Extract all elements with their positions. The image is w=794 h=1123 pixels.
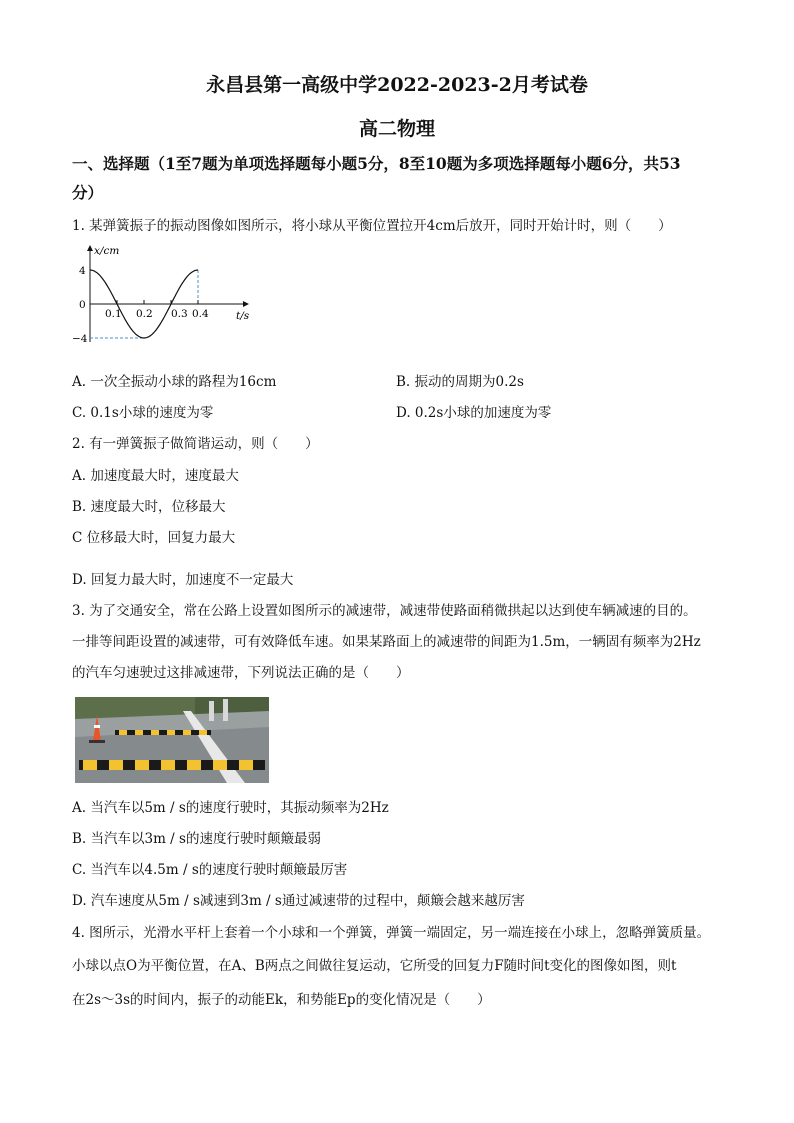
q2-option-b: B. 速度最大时，位移最大 xyxy=(72,499,226,515)
question-3-stem-line1: 3. 为了交通安全，常在公路上设置如图所示的减速带，减速带使路面稍微拱起以达到使车辆减速的目的。 xyxy=(72,603,697,619)
y-tick-0: 0 xyxy=(79,299,86,311)
x-tick-0.1: 0.1 xyxy=(105,308,122,320)
x-tick-0.2: 0.2 xyxy=(136,308,153,320)
q2-option-c: C 位移最大时，回复力最大 xyxy=(72,530,236,546)
q3-option-b: B. 当汽车以3m / s的速度行驶时颠簸最弱 xyxy=(72,831,321,847)
question-2-stem: 2. 有一弹簧振子做简谐运动，则（ ） xyxy=(72,436,319,452)
q1-option-b: B. 振动的周期为0.2s xyxy=(396,374,524,390)
speed-bump-photo xyxy=(75,697,269,783)
x-tick-0.4: 0.4 xyxy=(192,308,209,320)
q1-option-d: D. 0.2s小球的加速度为零 xyxy=(396,405,552,421)
far-speed-bump xyxy=(115,730,211,735)
question-3-stem-line2: 一排等间距设置的减速带，可有效降低车速。如果某路面上的减速带的间距为1.5m，一辆固有频率为2Hz xyxy=(72,634,701,650)
q3-option-c: C. 当汽车以4.5m / s的速度行驶时颠簸最厉害 xyxy=(72,862,348,878)
q3-option-a: A. 当汽车以5m / s的速度行驶时，其振动频率为2Hz xyxy=(72,800,389,816)
y-tick-neg4: −4 xyxy=(72,333,88,345)
page-title: 永昌县第一高级中学2022-2023-2月考试卷 xyxy=(206,74,588,96)
y-tick-4: 4 xyxy=(79,265,86,277)
question-4-stem-line3: 在2s～3s的时间内，振子的动能Ek，和势能Ep的变化情况是（ ） xyxy=(72,992,491,1008)
question-3-stem-line3: 的汽车匀速驶过这排减速带，下列说法正确的是（ ） xyxy=(72,665,410,681)
y-axis-label: x/cm xyxy=(94,245,120,257)
section-heading-line2: 分） xyxy=(72,183,104,202)
q1-option-c: C. 0.1s小球的速度为零 xyxy=(72,405,214,421)
q3-option-d: D. 汽车速度从5m / s减速到3m / s通过减速带的过程中，颠簸会越来越厉害 xyxy=(72,893,525,909)
section-heading-line1: 一、选择题（1至7题为单项选择题每小题5分，8至10题为多项选择题每小题6分，共53 xyxy=(72,154,681,173)
near-speed-bump xyxy=(79,760,265,770)
q2-option-a: A. 加速度最大时，速度最大 xyxy=(72,468,239,484)
x-tick-0.3: 0.3 xyxy=(171,308,188,320)
x-axis-label: t/s xyxy=(236,310,250,322)
q2-option-d: D. 回复力最大时，加速度不一定最大 xyxy=(72,572,294,588)
page-subtitle: 高二物理 xyxy=(358,118,435,140)
question-4-stem-line2: 小球以点O为平衡位置，在A、B两点之间做往复运动，它所受的回复力F随时间t变化的图像如图，则t xyxy=(72,958,677,974)
vibration-graph xyxy=(72,242,262,354)
question-4-stem-line1: 4. 图所示，光滑水平杆上套着一个小球和一个弹簧，弹簧一端固定，另一端连接在小球上，忽略弹簧质量。 xyxy=(72,925,711,941)
question-1-stem: 1. 某弹簧振子的振动图像如图所示，将小球从平衡位置拉开4cm后放开，同时开始计时，则（ ） xyxy=(72,218,672,234)
q1-option-a: A. 一次全振动小球的路程为16cm xyxy=(72,374,277,390)
